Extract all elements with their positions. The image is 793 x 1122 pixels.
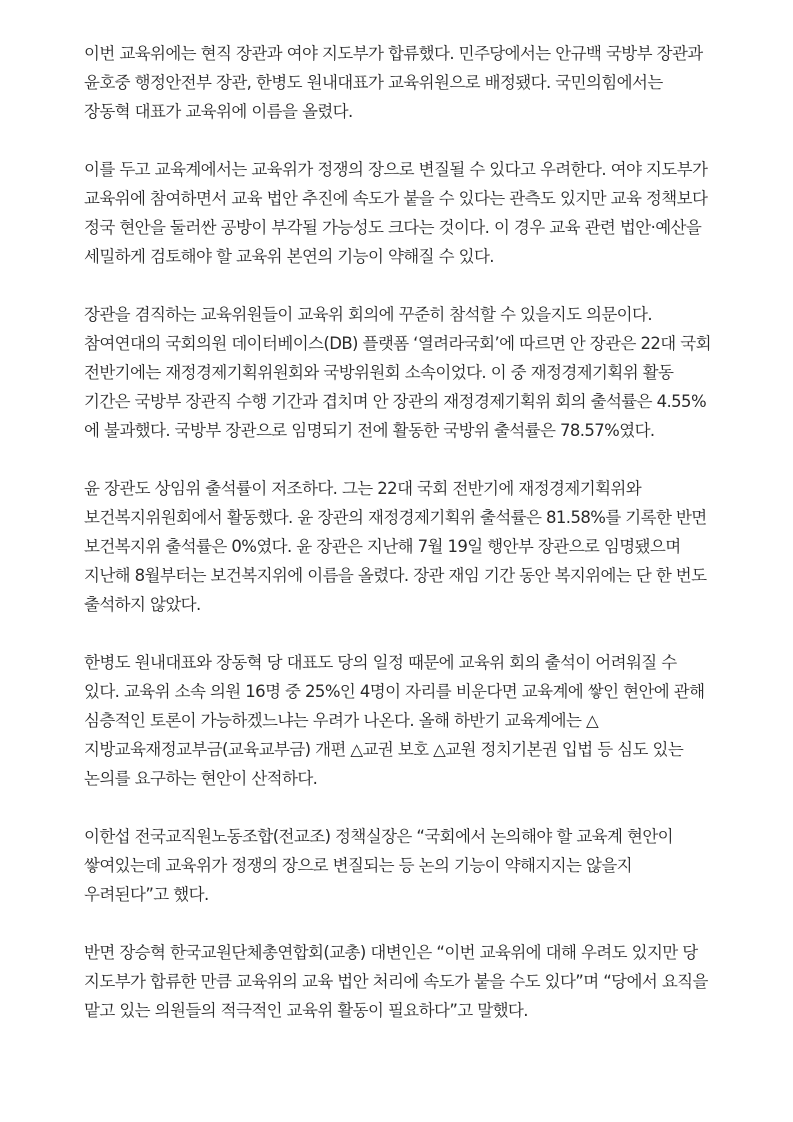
paragraph: 윤 장관도 상임위 출석률이 저조하다. 그는 22대 국회 전반기에 재정경제기획위와 보건복지위원회에서 활동했다. 윤 장관의 재정경제기획위 출석률은 81.58%를 기록한 반면 보건복지위 출석률은 0%였다. 윤 장관은 지난해 7월 19일 행안부 장관으로 임명됐으며 지난해 8월부터는 보건복지위에 이름을 올렸다. 장관 재임 기간 동안 복지위에는 단 한 번도 출석하지 않았다. — [84, 479, 707, 614]
paragraph: 이번 교육위에는 현직 장관과 여야 지도부가 합류했다. 민주당에서는 안규백 국방부 장관과 윤호중 행정안전부 장관, 한병도 원내대표가 교육위원으로 배정됐다. 국민의힘에서는 장동혁 대표가 교육위에 이름을 올렸다. — [84, 44, 703, 121]
paragraph: 이한섭 전국교직원노동조합(전교조) 정책실장은 “국회에서 논의해야 할 교육계 현안이 쌓여있는데 교육위가 정쟁의 장으로 변질되는 등 논의 기능이 약해지지는 않을지 우려된다”고 했다. — [84, 827, 674, 904]
paragraph: 이를 두고 교육계에서는 교육위가 정쟁의 장으로 변질될 수 있다고 우려한다. 여야 지도부가 교육위에 참여하면서 교육 법안 추진에 속도가 붙을 수 있다는 관측도 있지만 교육 정책보다 정국 현안을 둘러싼 공방이 부각될 가능성도 크다는 것이다. 이 경우 교육 관련 법안·예산을 세밀하게 검토해야 할 교육위 본연의 기능이 약해질 수 있다. — [84, 160, 708, 266]
paragraph: 한병도 원내대표와 장동혁 당 대표도 당의 일정 때문에 교육위 회의 출석이 어려워질 수 있다. 교육위 소속 의원 16명 중 25%인 4명이 자리를 비운다면 교육계에 쌓인 현안에 관해 심층적인 토론이 가능하겠느냐는 우려가 나온다. 올해 하반기 교육계에는 △지방교육재정교부금(교육교부금) 개편 △교권 보호 △교원 정치기본권 입법 등 심도 있는 논의를 요구하는 현안이 산적하다. — [84, 653, 705, 788]
paragraph: 장관을 겸직하는 교육위원들이 교육위 회의에 꾸준히 참석할 수 있을지도 의문이다. 참여연대의 국회의원 데이터베이스(DB) 플랫폼 ‘열려라국회’에 따르면 안 장관은 22대 국회 전반기에는 재정경제기획위원회와 국방위원회 소속이었다. 이 중 재정경제기획위 활동 기간은 국방부 장관직 수행 기간과 겹치며 안 장관의 재정경제기획위 회의 출석률은 4.55%에 불과했다. 국방부 장관으로 임명되기 전에 활동한 국방위 출석률은 78.57%였다. — [84, 305, 711, 440]
article-body — [84, 39, 712, 1025]
paragraph: 반면 장승혁 한국교원단체총연합회(교총) 대변인은 “이번 교육위에 대해 우려도 있지만 당 지도부가 합류한 만큼 교육위의 교육 법안 처리에 속도가 붙을 수도 있다”며 “당에서 요직을 맡고 있는 의원들의 적극적인 교육위 활동이 필요하다”고 말했다. — [84, 943, 708, 1020]
